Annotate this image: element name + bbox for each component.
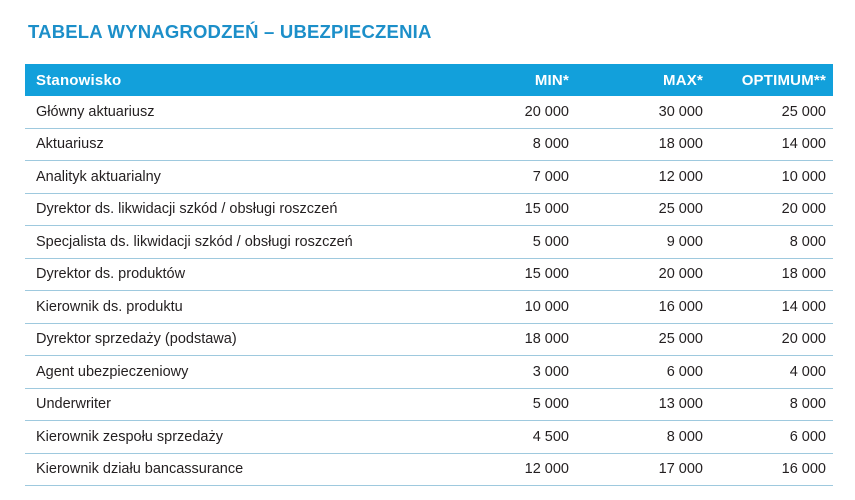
column-header-max: MAX* <box>577 64 711 96</box>
table-row <box>25 453 833 486</box>
cell-max: 30 000 <box>577 96 711 128</box>
cell-min: 12 000 <box>445 453 577 486</box>
table-row <box>25 193 833 226</box>
cell-max: 20 000 <box>577 258 711 291</box>
cell-position: Kierownik zespołu sprzedaży <box>25 421 445 454</box>
cell-position: Analityk aktuarialny <box>25 161 445 194</box>
cell-position: Agent ubezpieczeniowy <box>25 356 445 389</box>
cell-optimum: 25 000 <box>711 96 833 128</box>
cell-max: 16 000 <box>577 291 711 324</box>
cell-optimum: 8 000 <box>711 226 833 259</box>
table-row <box>25 96 833 128</box>
cell-optimum: 14 000 <box>711 128 833 161</box>
cell-min: 3 000 <box>445 356 577 389</box>
cell-max: 12 000 <box>577 161 711 194</box>
cell-min: 20 000 <box>445 96 577 128</box>
cell-optimum: 20 000 <box>711 193 833 226</box>
table-row <box>25 421 833 454</box>
cell-max: 8 000 <box>577 421 711 454</box>
cell-min: 15 000 <box>445 193 577 226</box>
salary-table <box>25 64 833 486</box>
table-row <box>25 356 833 389</box>
table-row <box>25 226 833 259</box>
cell-max: 9 000 <box>577 226 711 259</box>
cell-min: 5 000 <box>445 226 577 259</box>
table-row <box>25 161 833 194</box>
cell-optimum: 16 000 <box>711 453 833 486</box>
table-row <box>25 128 833 161</box>
cell-position: Specjalista ds. likwidacji szkód / obsługi roszczeń <box>25 226 445 259</box>
column-header-min: MIN* <box>445 64 577 96</box>
table-body <box>25 96 833 486</box>
cell-min: 4 500 <box>445 421 577 454</box>
cell-min: 15 000 <box>445 258 577 291</box>
cell-min: 8 000 <box>445 128 577 161</box>
cell-position: Kierownik działu bancassurance <box>25 453 445 486</box>
cell-position: Aktuariusz <box>25 128 445 161</box>
cell-position: Kierownik ds. produktu <box>25 291 445 324</box>
cell-max: 18 000 <box>577 128 711 161</box>
page-title: TABELA WYNAGRODZEŃ – UBEZPIECZENIA <box>28 21 432 42</box>
table-header-row <box>25 64 833 96</box>
column-header-position: Stanowisko <box>25 64 445 96</box>
cell-position: Dyrektor ds. likwidacji szkód / obsługi roszczeń <box>25 193 445 226</box>
cell-min: 18 000 <box>445 323 577 356</box>
cell-max: 17 000 <box>577 453 711 486</box>
cell-max: 13 000 <box>577 388 711 421</box>
cell-max: 25 000 <box>577 323 711 356</box>
cell-position: Główny aktuariusz <box>25 96 445 128</box>
cell-min: 5 000 <box>445 388 577 421</box>
cell-optimum: 18 000 <box>711 258 833 291</box>
column-header-optimum: OPTIMUM** <box>711 64 833 96</box>
cell-min: 10 000 <box>445 291 577 324</box>
cell-min: 7 000 <box>445 161 577 194</box>
cell-optimum: 20 000 <box>711 323 833 356</box>
table-row <box>25 388 833 421</box>
cell-optimum: 10 000 <box>711 161 833 194</box>
table-row <box>25 323 833 356</box>
cell-max: 25 000 <box>577 193 711 226</box>
cell-position: Dyrektor ds. produktów <box>25 258 445 291</box>
salary-table-container <box>25 64 833 486</box>
cell-optimum: 4 000 <box>711 356 833 389</box>
table-row <box>25 258 833 291</box>
cell-position: Dyrektor sprzedaży (podstawa) <box>25 323 445 356</box>
table-row <box>25 291 833 324</box>
cell-optimum: 14 000 <box>711 291 833 324</box>
table-header <box>25 64 833 96</box>
cell-max: 6 000 <box>577 356 711 389</box>
cell-optimum: 8 000 <box>711 388 833 421</box>
cell-optimum: 6 000 <box>711 421 833 454</box>
cell-position: Underwriter <box>25 388 445 421</box>
